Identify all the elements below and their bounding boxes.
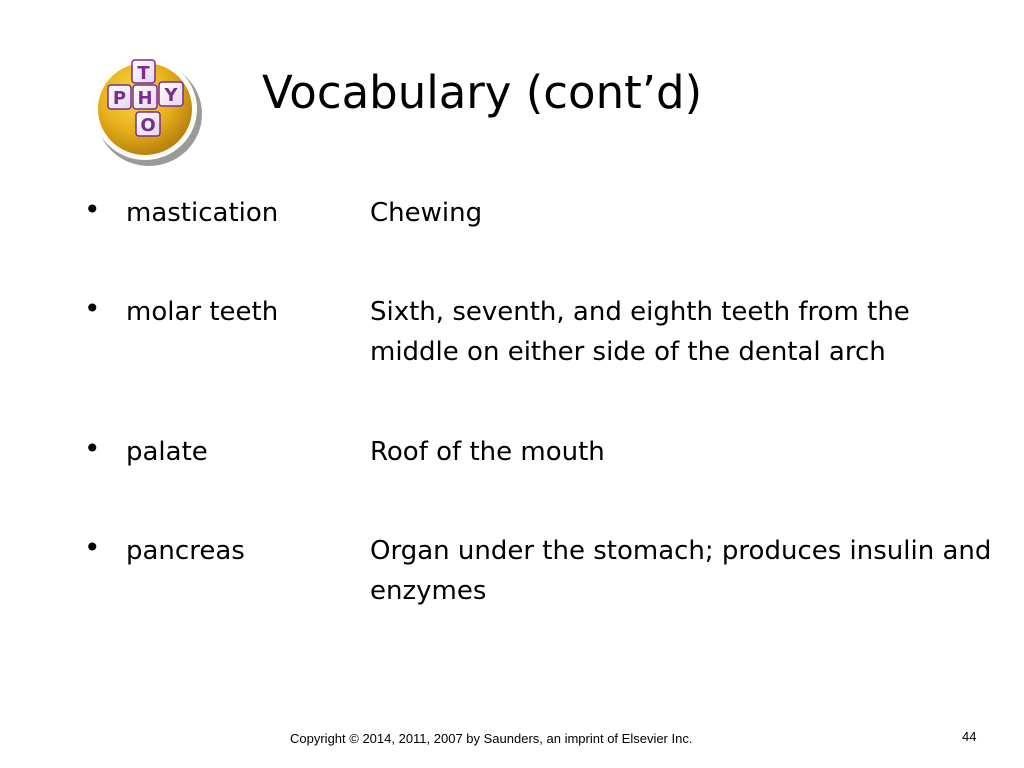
page-number: 44 bbox=[962, 729, 977, 744]
svg-text:P: P bbox=[112, 88, 127, 109]
vocab-term: pancreas bbox=[126, 536, 245, 566]
vocab-definition: Roof of the mouth bbox=[370, 437, 605, 467]
logo-tile-y bbox=[159, 82, 183, 106]
svg-text:H: H bbox=[137, 88, 153, 109]
svg-text:T: T bbox=[137, 63, 150, 84]
bullet-icon: • bbox=[84, 432, 101, 465]
svg-text:Y: Y bbox=[164, 85, 178, 106]
logo-tile-p bbox=[108, 85, 131, 109]
logo-tile-o bbox=[136, 112, 160, 136]
svg-text:O: O bbox=[140, 115, 156, 136]
bullet-icon: • bbox=[84, 531, 101, 564]
vocab-term: palate bbox=[126, 437, 208, 467]
logo-tile-t bbox=[132, 60, 155, 84]
vocab-definition: Sixth, seventh, and eighth teeth from the middle on either side of the dental arch bbox=[370, 297, 910, 367]
vocab-definition: Chewing bbox=[370, 198, 483, 228]
bullet-icon: • bbox=[84, 292, 101, 325]
bullet-icon: • bbox=[84, 193, 101, 226]
logo-tile-h bbox=[133, 85, 157, 109]
slide-title: Vocabulary (cont’d) bbox=[262, 66, 703, 119]
copyright-notice: Copyright © 2014, 2011, 2007 by Saunders, an imprint of Elsevier Inc. bbox=[290, 731, 693, 746]
phonics-logo bbox=[88, 52, 208, 170]
vocab-term: mastication bbox=[126, 198, 279, 228]
vocab-term: molar teeth bbox=[126, 297, 279, 327]
vocab-definition: Organ under the stomach; produces insulin and enzymes bbox=[370, 536, 992, 606]
